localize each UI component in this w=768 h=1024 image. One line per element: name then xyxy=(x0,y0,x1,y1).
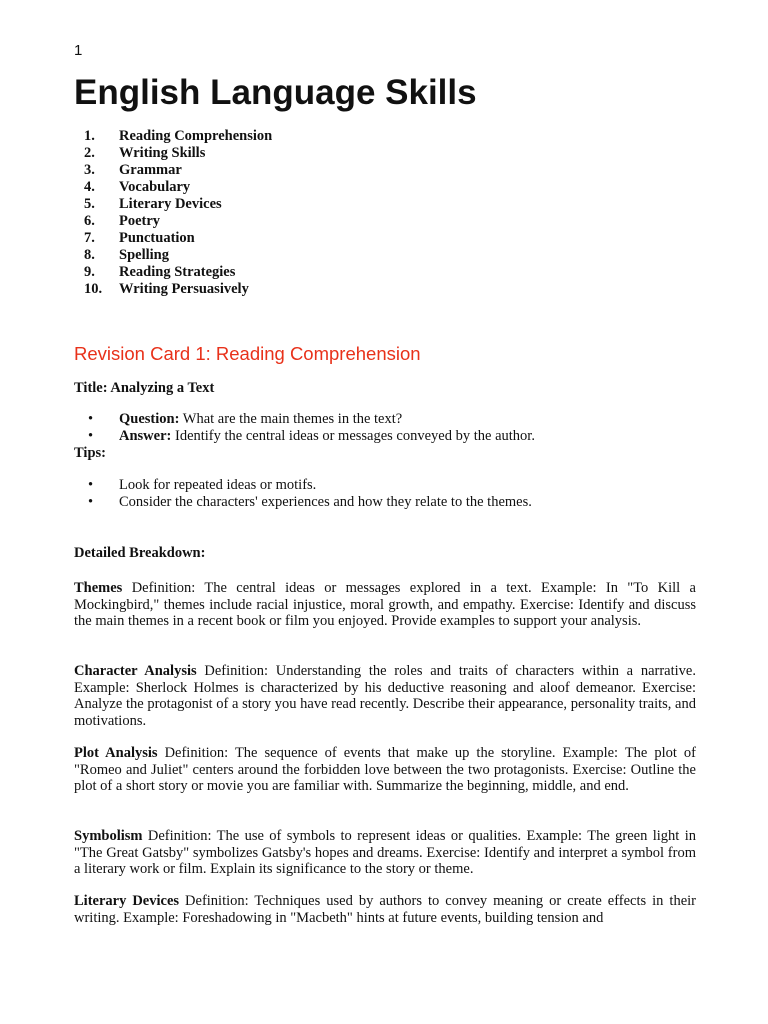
list-item-number: 1. xyxy=(84,128,95,144)
list-item xyxy=(84,162,272,179)
question-text: What are the main themes in the text? xyxy=(179,411,403,427)
list-item xyxy=(88,494,532,511)
breakdown-text: Definition: The use of symbols to represent ideas or qualities. Example: The green light in "The Great Gatsby" symbolizes Gatsby's hopes and dreams. Exercise: Identify and interpret a symbol from a literary work or film. Explain its significance to the story or theme. xyxy=(74,828,696,878)
tip-text: Look for repeated ideas or motifs. xyxy=(119,477,317,493)
answer-text: Identify the central ideas or messages conveyed by the author. xyxy=(171,428,535,444)
list-item xyxy=(88,477,532,494)
card-subtitle: Title: Analyzing a Text xyxy=(74,380,215,396)
list-item-label: Grammar xyxy=(119,162,182,178)
list-item-label: Writing Skills xyxy=(119,145,206,161)
list-item-number: 10. xyxy=(84,281,103,297)
tip-text: Consider the characters' experiences and how they relate to the themes. xyxy=(119,494,532,510)
breakdown-term: Plot Analysis xyxy=(74,745,158,761)
revision-card-heading: Revision Card 1: Reading Comprehension xyxy=(74,343,421,364)
breakdown-text: Definition: The sequence of events that make up the storyline. Example: The plot of "Romeo and Juliet" centers around the forbidden love between the two protagonists. Exercise: Outline the plot of a short story or movie you are familiar with. Summarize the beginning, middle, and end. xyxy=(74,745,697,795)
list-item xyxy=(84,128,272,145)
list-item xyxy=(84,281,272,298)
list-item xyxy=(88,428,535,445)
list-item xyxy=(84,213,272,230)
page-title: English Language Skills xyxy=(74,73,477,112)
list-item xyxy=(88,411,535,428)
list-item-number: 2. xyxy=(84,145,95,161)
breakdown-text: Definition: Techniques used by authors to convey meaning or create effects in their writing. Example: Foreshadowing in "Macbeth" hints at future events, building tension and xyxy=(74,893,696,926)
list-item-label: Reading Strategies xyxy=(119,264,236,280)
topics-list xyxy=(84,128,272,298)
list-item-label: Spelling xyxy=(119,247,169,263)
bullet-icon: • xyxy=(88,494,94,510)
question-answer-list xyxy=(88,411,535,445)
list-item-number: 9. xyxy=(84,264,95,280)
tips-list xyxy=(88,477,532,511)
list-item-number: 7. xyxy=(84,230,95,246)
breakdown-heading: Detailed Breakdown: xyxy=(74,545,206,561)
breakdown-paragraph-themes xyxy=(74,580,696,630)
answer-label: Answer: xyxy=(119,428,172,444)
list-item xyxy=(84,179,272,196)
breakdown-term: Character Analysis xyxy=(74,663,197,679)
list-item xyxy=(84,196,272,213)
list-item-label: Punctuation xyxy=(119,230,195,246)
question-label: Question: xyxy=(119,411,180,427)
page-number: 1 xyxy=(74,42,83,59)
breakdown-paragraph-literary-devices xyxy=(74,893,696,926)
list-item-label: Literary Devices xyxy=(119,196,222,212)
breakdown-paragraph-character-analysis xyxy=(74,663,696,729)
list-item xyxy=(84,247,272,264)
list-item-number: 8. xyxy=(84,247,95,263)
breakdown-paragraph-plot-analysis xyxy=(74,745,696,795)
breakdown-text: Definition: Understanding the roles and traits of characters within a narrative. Example: Sherlock Holmes is characterized by his deductive reasoning and aloof demeanor. Exercise: Analyze the protagonist of a story you have read recently. Describe their appearance, personality traits, and motivations. xyxy=(74,663,696,729)
breakdown-text: Definition: The central ideas or messages explored in a text. Example: In "To Kill a Mockingbird," themes include racial injustice, moral growth, and empathy. Exercise: Identify and discuss the main themes in a recent book or film you enjoyed. Provide examples to support your analysis. xyxy=(74,580,696,630)
list-item xyxy=(84,145,272,162)
bullet-icon: • xyxy=(88,477,94,493)
list-item-label: Reading Comprehension xyxy=(119,128,273,144)
list-item-label: Poetry xyxy=(119,213,161,229)
breakdown-term: Symbolism xyxy=(74,828,143,844)
list-item xyxy=(84,230,272,247)
list-item-label: Vocabulary xyxy=(119,179,191,195)
tips-label: Tips: xyxy=(74,445,106,461)
list-item-number: 3. xyxy=(84,162,95,178)
list-item-number: 5. xyxy=(84,196,95,212)
breakdown-term: Literary Devices xyxy=(74,893,180,909)
list-item-number: 4. xyxy=(84,179,95,195)
breakdown-term: Themes xyxy=(74,580,123,596)
list-item-number: 6. xyxy=(84,213,95,229)
list-item xyxy=(84,264,272,281)
list-item-label: Writing Persuasively xyxy=(119,281,249,297)
bullet-icon: • xyxy=(88,411,94,427)
bullet-icon: • xyxy=(88,428,94,444)
breakdown-paragraph-symbolism xyxy=(74,828,696,878)
